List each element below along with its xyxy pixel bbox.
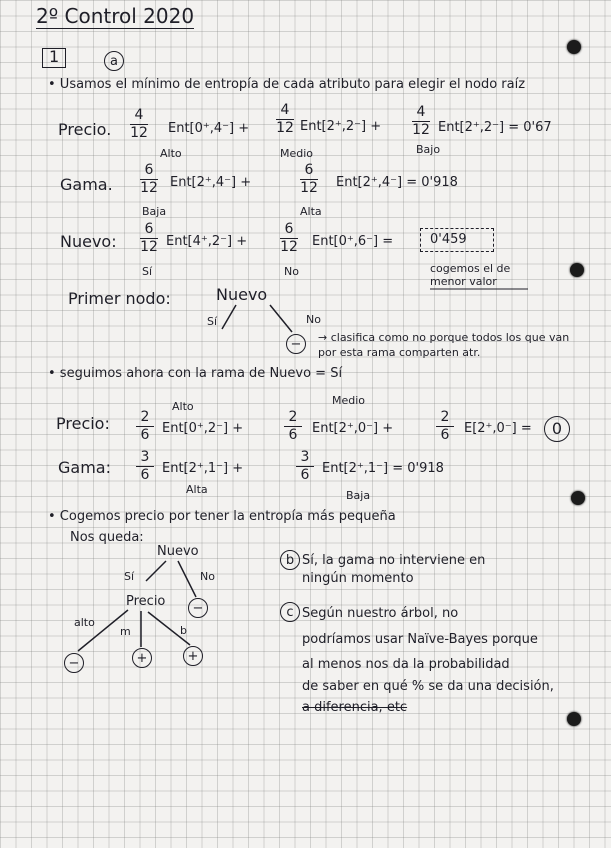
step-text: • Cogemos precio por tener la entropía más pequeña [48,509,396,524]
gama-label: Gama: [58,458,111,477]
branch-label: No [306,313,321,326]
annotation-note: → clasifica como no porque todos los que van por esta rama comparten atr. [318,331,570,359]
part-c-label: c [280,602,300,622]
entropy-term: Ent[0⁺,2⁻] + [162,421,244,436]
fraction: 6 12 [280,221,298,256]
answer-text-struck: a diferencia, etc [302,700,408,715]
value-tag: Alto [160,147,182,160]
value-tag: Medio [280,147,314,160]
branch-label: Sí [207,315,218,328]
fraction: 6 12 [300,162,318,197]
leaf-node: − [64,653,84,673]
fraction: 6 12 [140,221,158,256]
step-text: Nos queda: [70,530,144,545]
value-tag: Baja [346,489,371,502]
answer-text: al menos nos da la probabilidad [302,657,510,672]
value-tag: No [284,265,299,278]
entropy-term: Ent[2⁺,0⁻] + [312,421,394,436]
fraction: 3 6 [296,450,314,484]
intro-text: • Usamos el mínimo de entropía de cada atributo para elegir el nodo raíz [48,77,526,92]
entropy-term: Ent[2⁺,4⁻] = 0'918 [336,175,458,190]
entropy-term: Ent[0⁺,6⁻] = [312,234,394,249]
leaf-node: − [286,334,306,354]
answer-text: Según nuestro árbol, no [302,606,459,621]
precio-label: Precio: [56,414,110,433]
entropy-term: Ent[4⁺,2⁻] + [166,234,248,249]
fraction: 4 12 [276,102,294,137]
tree-node-root: Nuevo [157,544,199,559]
branch-label: No [200,570,215,583]
value-tag: Sí [142,265,153,278]
answer-text: de saber en qué % se da una decisión, [302,679,554,694]
answer-text: podríamos usar Naïve-Bayes porque [302,632,538,647]
entropy-term: Ent[2⁺,2⁻] = 0'67 [438,120,552,135]
branch-label: alto [74,616,95,629]
value-tag: Bajo [416,143,441,156]
fraction: 2 6 [284,410,302,444]
leaf-node: + [183,646,203,666]
gama-label: Gama. [60,175,113,194]
part-a-label: a [104,51,124,71]
question-number: 1 [49,47,60,66]
value-tag: Alta [300,205,322,218]
fraction: 3 6 [136,450,154,484]
part-b-label: b [280,550,300,570]
value-tag: Medio [332,394,366,407]
entropy-term: Ent[2⁺,4⁻] + [170,175,252,190]
fraction: 2 6 [436,410,454,444]
leaf-node: − [188,598,208,618]
entropy-term: Ent[0⁺,4⁻] + [168,121,250,136]
precio-label: Precio. [58,120,112,139]
leaf-node: + [132,648,152,668]
fraction: 2 6 [136,410,154,444]
fraction: 4 12 [130,107,148,142]
result-value: 0 [544,416,570,442]
tree-node-root: Nuevo [216,285,268,304]
fraction: 6 12 [140,162,158,197]
value-tag: Alto [172,400,194,413]
nuevo-label: Nuevo: [60,232,117,251]
annotation-note: cogemos el de menor valor [430,262,511,289]
result-value: 0'459 [430,232,467,247]
answer-text: Sí, la gama no interviene en [302,553,486,568]
primer-nodo-label: Primer nodo: [68,289,171,308]
branch-label: b [180,624,187,637]
entropy-term: E[2⁺,0⁻] = [464,421,532,436]
fraction: 4 12 [412,104,430,139]
tree-node-precio: Precio [126,594,166,609]
entropy-term: Ent[2⁺,1⁻] = 0'918 [322,461,444,476]
answer-text: ningún momento [302,571,414,586]
page-title: 2º Control 2020 [36,4,195,28]
step-text: • seguimos ahora con la rama de Nuevo = Sí [48,366,343,381]
entropy-term: Ent[2⁺,1⁻] + [162,461,244,476]
branch-label: m [120,625,131,638]
value-tag: Alta [186,483,208,496]
branch-label: Sí [124,570,135,583]
entropy-term: Ent[2⁺,2⁻] + [300,119,382,134]
value-tag: Baja [142,205,167,218]
